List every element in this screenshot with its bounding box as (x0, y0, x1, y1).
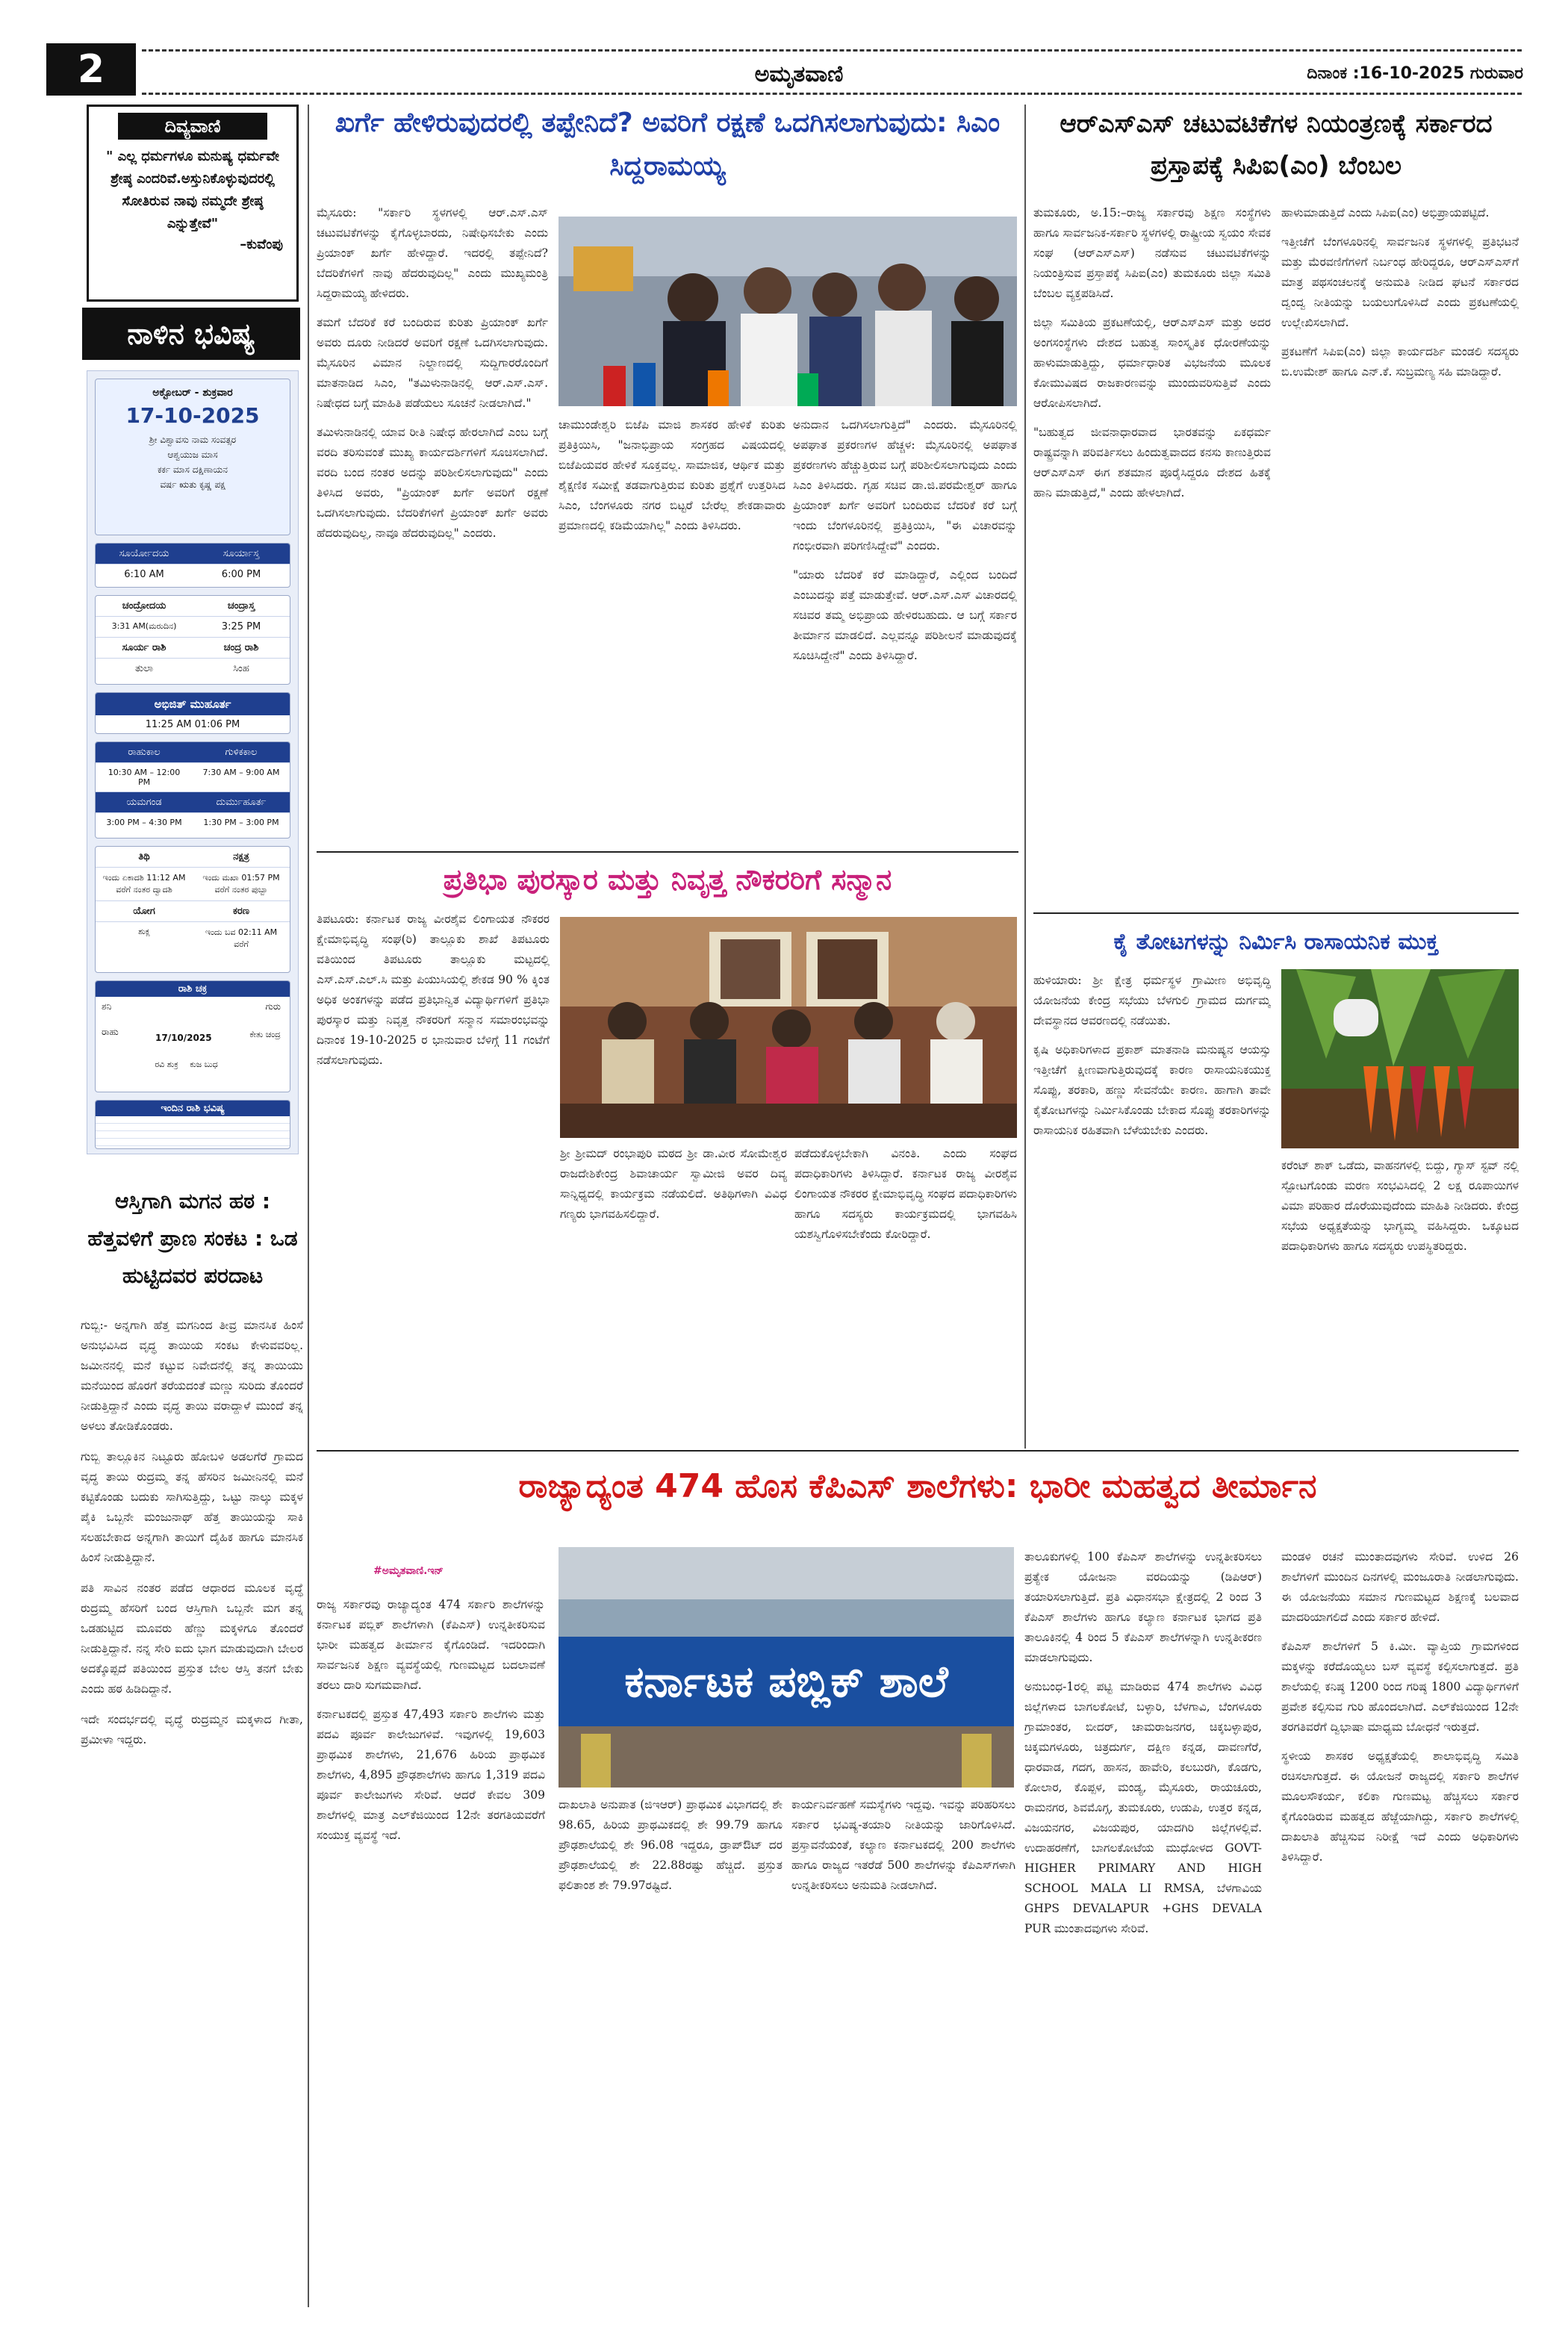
chart-cell-shani: ಶನಿ (102, 1001, 112, 1012)
card-title: ಅಕ್ಟೋಬರ್ - ಶುಕ್ರವಾರ (152, 387, 233, 399)
gulika-label: ಗುಳಿಕಕಾಲ (193, 742, 290, 762)
story-b-p4: ಚಾಮುಂಡೇಶ್ವರಿ ಬಿಜೆಪಿ ಮಾಜಿ ಶಾಸಕರ ಹೇಳಿಕೆ ಕುರಿತು ಪ್ರತಿಕ್ರಿಯಿಸಿ, "ಜನಾಭಿಪ್ರಾಯ ಸಂಗ್ರಹದ ವಿಷಯದಲ್ಲಿ ಬಿಜೆಪಿಯವರ ಹೇಳಿಕೆ ಸೂಕ್ತವಲ್ಲ. ಸಾಮಾಜಿಕ, ಆರ್ಥಿಕ ಮತ್ತು ಶೈಕ್ಷಣಿಕ ಸಮೀಕ್ಷೆ ತಡವಾಗುತ್ತಿರುವ ಕುರಿತು ಪ್ರಶ್ನೆಗೆ ಉತ್ತರಿಸಿದ ಸಿಎಂ, ಬೆಂಗಳೂರು ನಗರ ಬಿಟ್ಟರೆ ಬೇರೆಲ್ಲ ಶೇಕಡಾವಾರು ಪ್ರಮಾಣದಲ್ಲಿ ಕಡಿಮೆಯಾಗಿಲ್ಲ" ಎಂದು ತಿಳಿಸಿದರು. (559, 418, 785, 532)
story-c-col2 (1281, 203, 1519, 920)
story-b-col2 (559, 415, 785, 845)
school-sign-line3: ಶಾಲೆ (879, 1656, 948, 1707)
story-f-p1: ರಾಜ್ಯ ಸರ್ಕಾರವು ರಾಜ್ಯಾದ್ಯಂತ 474 ಸರ್ಕಾರಿ ಶಾಲೆಗಳನ್ನು ಕರ್ನಾಟಕ ಪಬ್ಲಿಕ್ ಶಾಲೆಗಳಾಗಿ (ಕೆಪಿಎಸ್) ಉನ್ನತೀಕರಿಸುವ ಭಾರೀ ಮಹತ್ವದ ತೀರ್ಮಾನ ಕೈಗೊಂಡಿದೆ. ಇದರಿಂದಾಗಿ ಸಾರ್ವಜನಿಕ ಶಿಕ್ಷಣ ವ್ಯವಸ್ಥೆಯಲ್ಲಿ ಗುಣಮಟ್ಟದ ಬದಲಾವಣೆ ತರಲು ದಾರಿ ಸುಗಮವಾಗಿದೆ. (317, 1598, 545, 1692)
story-d-p2: ಶ್ರೀ ಶ್ರೀಮದ್ ರಂಭಾಪುರಿ ಮಠದ ಶ್ರೀ ಡಾ.ವೀರ ಸೋಮೇಶ್ವರ ರಾಜದೇಶಿಕೇಂದ್ರ ಶಿವಾಚಾರ್ಯ ಸ್ವಾಮೀಜಿ ಅವರ ದಿವ್ಯ ಸಾನ್ನಿಧ್ಯದಲ್ಲಿ ಕಾರ್ಯಕ್ರಮ ನಡೆಯಲಿದೆ. ಅತಿಥಿಗಳಾಗಿ ವಿವಿಧ ಗಣ್ಯರು ಭಾಗವಹಿಸಲಿದ್ದಾರೆ. (560, 1147, 787, 1221)
chart-cell-ravi: ರವಿ ಶುಕ್ರ (155, 1060, 178, 1069)
story-f-credit: #ಅಮೃತವಾಣಿ.ಇನ್ (373, 1565, 444, 1577)
story-b-p3: ತಮಿಳುನಾಡಿನಲ್ಲಿ ಯಾವ ರೀತಿ ನಿಷೇಧ ಹೇರಲಾಗಿದೆ ಎಂಬ ಬಗ್ಗೆ ವರದಿ ತರಿಸುವಂತೆ ಮುಖ್ಯ ಕಾರ್ಯದರ್ಶಿಗಳಿಗೆ ಸೂಚಿಸಲಾಗಿದೆ. ವರದಿ ಬಂದ ನಂತರ ಅದನ್ನು ಪರಿಶೀಲಿಸಲಾಗುವುದು" ಎಂದು ತಿಳಿಸಿದ ಅವರು, "ಪ್ರಿಯಾಂಕ್ ಖರ್ಗೆ ಅವರಿಗೆ ರಕ್ಷಣೆ ಒದಗಿಸಲಾಗುವುದು. ಬೆದರಿಕೆಗಳಿಗೆ ಪ್ರಿಯಾಂಕ್ ಖರ್ಗೆ ಅವರು ಹೆದರುವುದಿಲ್ಲ, ನಾವೂ ಹೆದರುವುದಿಲ್ಲ" ಎಂದರು. (317, 426, 548, 540)
school-sign-line2: ಪಬ್ಲಿಕ್ (768, 1656, 865, 1707)
yoga-label: ಯೋಗ (133, 906, 155, 917)
story-c-p3: "ಬಹುತ್ವದ ಜೀವನಾಧಾರವಾದ ಭಾರತವನ್ನು ಏಕಧರ್ಮ ರಾಷ್ಟ್ರವನ್ನಾಗಿ ಪರಿವರ್ತಿಸಲು ಹಿಂದುತ್ವವಾದದ ಕನಸು ಕಾಣುತ್ತಿರುವ ಆರ್‌ಎಸ್‌ಎಸ್ ಈಗ ಶತಮಾನ ಪೂರೈಸಿದ್ದರೂ ದೇಶದ ಹಿತಕ್ಕೆ ಹಾನಿ ಮಾಡುತ್ತಿದೆ," ಎಂದು ಹೇಳಲಾಗಿದೆ. (1033, 426, 1271, 500)
tithi-card (95, 846, 290, 973)
rashi-value: ತುಲಾ (134, 663, 154, 674)
story-d-p1: ತಿಪಟೂರು: ಕರ್ನಾಟಕ ರಾಜ್ಯ ವೀರಶೈವ ಲಿಂಗಾಯತ ನೌಕರರ ಕ್ಷೇಮಾಭಿವೃದ್ಧಿ ಸಂಘ(ರಿ) ತಾಲ್ಲೂಕು ಶಾಖೆ ತಿಪಟೂರು ವತಿಯಿಂದ ತಿಪಟೂರು ತಾಲ್ಲೂಕು ಮಟ್ಟದಲ್ಲಿ ಎಸ್.ಎಸ್.ಎಲ್.ಸಿ ಮತ್ತು ಪಿಯುಸಿಯಲ್ಲಿ ಶೇಕಡ 90 % ಕ್ಕಿಂತ ಅಧಿಕ ಅಂಕಗಳನ್ನು ಪಡೆದ ಪ್ರತಿಭಾನ್ವಿತ ವಿದ್ಯಾರ್ಥಿಗಳಿಗೆ ಪ್ರತಿಭಾ ಪುರಸ್ಕಾರ ಮತ್ತು ನಿವೃತ್ತ ನೌಕರರಿಗೆ ಸನ್ಮಾನ ಸಮಾರಂಭವನ್ನು ದಿನಾಂಕ 19-10-2025 ರ ಭಾನುವಾರ ಬೆಳಿಗ್ಗೆ 11 ಗಂಟೆಗೆ ನಡೆಸಲಾಗುವುದು. (317, 912, 550, 1067)
divyavani-author: –ಕುವೆಂಪು (240, 237, 283, 252)
rahu-label: ರಾಹುಕಾಲ (96, 742, 193, 762)
story-d-col1 (317, 909, 550, 1441)
card-line-3: ಕರ್ಕ ಮಾಸ ದಕ್ಷಿಣಾಯನ (158, 464, 228, 475)
story-e-col2 (1281, 1156, 1519, 1449)
tithi-value: ಇಂದು ಏಕಾದಶಿ 11:12 AM ವರೆಗೆ ನಂತರ ದ್ವಾದಶಿ (102, 873, 186, 895)
story-d-headline: ಪ್ರತಿಭಾ ಪುರಸ್ಕಾರ ಮತ್ತು ನಿವೃತ್ತ ನೌಕರರಿಗೆ ಸನ್ಮಾನ (443, 863, 892, 896)
daily-rashi-table (95, 1100, 290, 1149)
yama-value: 3:00 PM – 4:30 PM (106, 818, 182, 827)
date-line: ದಿನಾಂಕ :16-10-2025 ಗುರುವಾರ (1307, 64, 1523, 83)
nakshatra-value: ಇಂದು ಮಖಾ 01:57 PM ವರೆಗೆ ನಂತರ ಪುಬ್ಬಾ (202, 873, 280, 895)
story-e-headline: ಕೈ ತೋಟಗಳನ್ನು ನಿರ್ಮಿಸಿ ರಾಸಾಯನಿಕ ಮುಕ್ತ (1113, 929, 1439, 955)
story-b-headline: ಖರ್ಗೆ ಹೇಳಿರುವುದರಲ್ಲಿ ತಪ್ಪೇನಿದೆ? ಅವರಿಗೆ ರಕ್ಷಣೆ ಒದಗಿಸಲಾಗುವುದು: ಸಿಎಂ ಸಿದ್ದರಾಮಯ್ಯ (335, 108, 1001, 181)
moon-card (95, 595, 290, 685)
sunset-label: ಸೂರ್ಯಾಸ್ತ (193, 544, 290, 564)
school-sign-line1: ಕರ್ನಾಟಕ (624, 1656, 754, 1707)
kala-card (95, 741, 290, 839)
felicitation-photo (560, 917, 1017, 1138)
daily-rashi-title: ಇಂದಿನ ರಾಶಿ ಭವಿಷ್ಯ (96, 1101, 290, 1116)
story-b-p5: ಅನುದಾನ ಒದಗಿಸಲಾಗುತ್ತಿದೆ" ಎಂದರು. ಮೈಸೂರಿನಲ್ಲಿ ಅಪಘಾತ ಪ್ರಕರಣಗಳ ಹೆಚ್ಚಳ: ಮೈಸೂರಿನಲ್ಲಿ ಅಪಘಾತ ಪ್ರಕರಣಗಳು ಹೆಚ್ಚುತ್ತಿರುವ ಬಗ್ಗೆ ಪರಿಶೀಲಿಸಲಾಗುವುದು ಎಂದು ಸಿಎಂ ತಿಳಿಸಿದರು. ಗೃಹ ಸಚಿವ ಡಾ.ಜಿ.ಪರಮೇಶ್ವರ್ ಹಾಗೂ ಪ್ರಿಯಾಂಕ್ ಖರ್ಗೆ ಅವರಿಗೆ ಬಂದಿರುವ ಬೆದರಿಕೆ ಕರೆ ಬಗ್ಗೆ ಇಂದು ಬೆಂಗಳೂರಿನಲ್ಲಿ ಪ್ರತಿಕ್ರಿಯಿಸಿ, "ಈ ವಿಚಾರವನ್ನು ಗಂಭೀರವಾಗಿ ಪರಿಗಣಿಸಿದ್ದೇವೆ" ಎಂದರು. (793, 418, 1017, 553)
nakshatra-label: ನಕ್ಷತ್ರ (233, 851, 249, 862)
divyavani-quote: " ಎಲ್ಲ ಧರ್ಮಗಳೂ ಮನುಷ್ಯ ಧರ್ಮವೇ ಶ್ರೇಷ್ಠ ಎಂದರಿವೆ.ಅಸ್ತುನಿಕೊಳ್ಳುವುದರಲ್ಲಿ ಸೋತಿರುವ ನಾವು ನಮ್ಮದೇ ಶ್ರೇಷ್ಠ ಎನ್ನುತ್ತೇವೆ" (106, 149, 279, 231)
story-f-col1 (317, 1595, 545, 2312)
card-date: 17-10-2025 (125, 403, 260, 428)
story-b-col3 (793, 415, 1017, 845)
durmuhurta-label: ದುರ್ಮುಹೂರ್ತ (193, 792, 290, 812)
abhijit-label: ಅಭಿಜಿತ್ ಮುಹೂರ್ತ (96, 693, 290, 715)
story-f-col3 (791, 1795, 1015, 2310)
story-a-p2: ಗುಬ್ಬಿ ತಾಲ್ಲೂಕಿನ ನಿಟ್ಟೂರು ಹೋಬಳಿ ಅಡಲಗೆರೆ ಗ್ರಾಮದ ವೃದ್ಧ ತಾಯಿ ರುದ್ರಮ್ಮ ತನ್ನ ಹೆಸರಿನ ಜಮೀನಿನಲ್ಲಿ ಮನೆ ಕಟ್ಟಿಕೊಂಡು ಬದುಕು ಸಾಗಿಸುತ್ತಿದ್ದು, ಒಟ್ಟು ನಾಲ್ಕು ಮಕ್ಕಳ ಪೈಕಿ ಒಬ್ಬನೇ ಮಂಜುನಾಥ್ ಹೆತ್ತ ತಾಯಿಯನ್ನು ಸಾಕಿ ಸಲಹಬೇಕಾದ ಅನ್ನಗಾಗಿ ತಾಯಿಗೆ ದೈಹಿಕ ಹಾಗೂ ಮಾನಸಿಕ ಹಿಂಸೆ ನೀಡುತ್ತಿದ್ದಾನೆ. (81, 1450, 303, 1564)
rahu-value: 10:30 AM – 12:00 PM (108, 768, 181, 787)
abhijit-card (95, 692, 290, 734)
story-f-headline: ರಾಜ್ಯಾದ್ಯಂತ 474 ಹೊಸ ಕೆಪಿಎಸ್ ಶಾಲೆಗಳು: ಭಾರೀ ಮಹತ್ವದ ತೀರ್ಮಾನ (518, 1467, 1317, 1505)
story-f-p7: ಮಂಡಳಿ ರಚನೆ ಮುಂತಾದವುಗಳು ಸೇರಿವೆ. ಉಳಿದ 26 ಶಾಲೆಗಳಿಗೆ ಮುಂದಿನ ದಿನಗಳಲ್ಲಿ ಮಂಜೂರಾತಿ ನೀಡಲಾಗುವುದು. ಈ ಯೋಜನೆಯು ಸಮಾನ ಗುಣಮಟ್ಟದ ಶಿಕ್ಷಣಕ್ಕೆ ಬಲವಾದ ಮಾದರಿಯಾಗಲಿದೆ ಎಂದು ಸರ್ಕಾರ ಹೇಳಿದೆ. (1281, 1550, 1519, 1624)
story-e-col1 (1033, 971, 1271, 1449)
karana-value: ಇಂದು ಬವ 02:11 AM ವರೆಗೆ (205, 927, 278, 949)
story-d-col2 (560, 1144, 787, 1443)
story-a-p1: ಗುಬ್ಬಿ:- ಅನ್ನಗಾಗಿ ಹೆತ್ತ ಮಗನಿಂದ ತೀವ್ರ ಮಾನಸಿಕ ಹಿಂಸೆ ಅನುಭವಿಸಿದ ವೃದ್ಧ ತಾಯಿಯ ಸಂಕಟ ಕೇಳುವವರಿಲ್ಲ. ಜಮೀನನಲ್ಲಿ ಮನೆ ಕಟ್ಟುವ ನಿವೇದನೆಲ್ಲಿ ತನ್ನ ತಾಯಿಯು ಮನೆಯಿಂದ ಹೊರಗೆ ತರೆಯದಂತೆ ಮಣ್ಣು ಸುರಿದು ತೊಂದರೆ ನೀಡುತ್ತಿದ್ದಾನೆ ಎಂದು ವೃದ್ಧ ತಾಯಿ ವರಾದ್ದಾಳೆ ಮುಂದೆ ತನ್ನ ಅಳಲು ತೋಡಿಕೊಂಡರು. (81, 1319, 303, 1433)
story-b-bottom-rule (317, 851, 1018, 853)
story-c-bottom-rule (1033, 912, 1519, 914)
chart-cell-ketu: ಕೇತು ಚಂದ್ರ (249, 1030, 281, 1039)
story-f-top-rule (317, 1450, 1519, 1452)
story-c-p5: ಇತ್ತೀಚೆಗೆ ಬೆಂಗಳೂರಿನಲ್ಲಿ ಸಾರ್ವಜನಿಕ ಸ್ಥಳಗಳಲ್ಲಿ ಪ್ರತಿಭಟನೆ ಮತ್ತು ಮೆರವಣಿಗೆಗಳಿಗೆ ನಿರ್ಬಂಧ ಹೇರಿದ್ದರೂ, ಆರ್‌ಎಸ್‌ಎಸ್‌ಗೆ ಮಾತ್ರ ಪಥಸಂಚಲನಕ್ಕೆ ಅನುಮತಿ ನೀಡಿದ ಘಟನೆ ಸರ್ಕಾರದ ದ್ವಂದ್ವ ನೀತಿಯನ್ನು ಬಯಲುಗೊಳಿಸಿದೆ ಎಂದು ಪ್ರಕಟಣೆಯಲ್ಲಿ ಉಲ್ಲೇಖಿಸಲಾಗಿದೆ. (1281, 235, 1519, 329)
page-number-box: 2 (46, 43, 136, 96)
chart-cell-guru: ಗುರು (265, 1001, 281, 1012)
story-b-p2: ತಮಗೆ ಬೆದರಿಕೆ ಕರೆ ಬಂದಿರುವ ಕುರಿತು ಪ್ರಿಯಾಂಕ್ ಖರ್ಗೆ ಅವರು ದೂರು ನೀಡಿದರೆ ಅವರಿಗೆ ರಕ್ಷಣೆ ಒದಗಿಸಲಾಗುವುದು. ಮೈಸೂರಿನ ವಿಮಾನ ನಿಲ್ದಾಣದಲ್ಲಿ ಸುದ್ದಿಗಾರರೊಂದಿಗೆ ಮಾತನಾಡಿದ ಸಿಎಂ, "ತಮಿಳುನಾಡಿನಲ್ಲಿ ಆರ್.ಎಸ್.ಎಸ್. ನಿಷೇಧದ ಬಗ್ಗೆ ಮಾಹಿತಿ ಪಡೆಯಲು ಸೂಚನೆ ನೀಡಲಾಗಿದೆ." (317, 316, 548, 410)
chart-cell-rahu: ರಾಹು (102, 1027, 119, 1037)
chart-center-date: 17/10/2025 (155, 1033, 212, 1043)
press-meet-photo (559, 217, 1017, 406)
story-a-body (81, 1316, 303, 2309)
story-a-p3: ಪತಿ ಸಾವಿನ ನಂತರ ಪಡೆದ ಆಧಾರದ ಮೂಲಕ ವೃದ್ಧೆ ರುದ್ರಮ್ಮ ಹೆಸರಿಗೆ ಬಂದ ಆಸ್ತಿಗಾಗಿ ಒಬ್ಬನೇ ಮಗ ತನ್ನ ಒಡಹುಟ್ಟಿದ ಮೂವರು ಹೆಣ್ಣು ಮಕ್ಕಳಿಗೂ ತೊಂದರೆ ನೀಡುತ್ತಿದ್ದಾನೆ. ನನ್ನ ಸೇರಿ ಐದು ಭಾಗ ಮಾಡುವುದಾಗಿ ಬೇಲರ ಅದಕ್ಕೊಪ್ಪದೆ ಪತಿಯಿಂದ ಪ್ರಸ್ತುತ ಬೇಲ ಆಸ್ತಿ ತನಗೆ ಬೇಕು ಎಂದು ಹಠ ಹಿಡಿದಿದ್ದಾನೆ. (81, 1581, 303, 1696)
sunset-value: 6:00 PM (221, 569, 261, 580)
story-f-col2 (559, 1795, 783, 2310)
panchanga-panel (87, 370, 299, 1154)
moonrise-label: ಚಂದ್ರೋದಯ (122, 600, 167, 612)
divyavani-heading: ದಿವ್ಯವಾಣಿ (118, 113, 267, 140)
story-b-p6: "ಯಾರು ಬೆದರಿಕೆ ಕರೆ ಮಾಡಿದ್ದಾರೆ, ಎಲ್ಲಿಂದ ಬಂದಿದೆ ಎಂಬುದನ್ನು ಪತ್ತೆ ಮಾಡುತ್ತೇವೆ. ಆರ್.ಎಸ್.ಎಸ್ ವಿಚಾರದಲ್ಲಿ ಸಚಿವರ ತಮ್ಮ ಅಭಿಪ್ರಾಯ ಹೇಳಿರಬಹುದು. ಆ ಬಗ್ಗೆ ಸರ್ಕಾರ ತೀರ್ಮಾನ ಮಾಡಲಿದೆ. ಎಲ್ಲವನ್ನೂ ಪರಿಶೀಲನೆ ಮಾಡುವುದಕ್ಕೆ ಸೂಚಿಸಿದ್ದೇನೆ" ಎಂದು ತಿಳಿಸಿದ್ದಾರೆ. (793, 568, 1017, 662)
story-e-p1: ಹುಳಿಯಾರು: ಶ್ರೀ ಕ್ಷೇತ್ರ ಧರ್ಮಸ್ಥಳ ಗ್ರಾಮೀಣ ಅಭಿವೃದ್ಧಿ ಯೋಜನೆಯ ಕೇಂದ್ರ ಸಭೆಯು ಬೆಳಗುಲಿ ಗ್ರಾಮದ ದುರ್ಗಮ್ಮ ದೇವಸ್ಥಾನದ ಆವರಣದಲ್ಲಿ ನಡೆಯಿತು. (1033, 974, 1271, 1027)
chandra-value: ಸಿಂಹ (233, 663, 249, 674)
story-c-p4: ಹಾಳುಮಾಡುತ್ತಿದೆ ಎಂದು ಸಿಪಿಐ(ಎಂ) ಅಭಿಪ್ರಾಯಪಟ್ಟಿದೆ. (1281, 206, 1490, 220)
story-d-col3 (794, 1144, 1017, 1443)
gulika-value: 7:30 AM – 9:00 AM (202, 768, 280, 777)
bottom-dashed-rule (142, 93, 1522, 95)
moonset-label: ಚಂದ್ರಾಸ್ತ (227, 600, 255, 612)
story-e-p2: ಕೃಷಿ ಅಧಿಕಾರಿಗಳಾದ ಪ್ರಕಾಶ್ ಮಾತನಾಡಿ ಮನುಷ್ಯನ ಆಯಸ್ಸು ಇತ್ತೀಚೆಗೆ ಕ್ಷೀಣವಾಗುತ್ತಿರುವುದಕ್ಕೆ ಕಾರಣ ರಾಸಾಯನಿಕಯುಕ್ತ ಸೊಪ್ಪು, ತರಕಾರಿ, ಹಣ್ಣು ಸೇವನೆಯೇ ಕಾರಣ. ಹಾಗಾಗಿ ತಾವೇ ಕೈತೋಟಗಳನ್ನು ನಿರ್ಮಿಸಿಕೊಂಡು ಬೇಕಾದ ಸೊಪ್ಪು ತರಕಾರಿಗಳನ್ನು ರಾಸಾಯನಿಕ ರಹಿತವಾಗಿ ಬೆಳೆಯಬೇಕು ಎಂದರು. (1033, 1043, 1271, 1137)
horoscope-heading: ನಾಳಿನ ಭವಿಷ್ಯ (82, 308, 300, 360)
story-f-p2: ಕರ್ನಾಟಕದಲ್ಲಿ ಪ್ರಸ್ತುತ 47,493 ಸರ್ಕಾರಿ ಶಾಲೆಗಳು ಮತ್ತು ಪದವಿ ಪೂರ್ವ ಕಾಲೇಜುಗಳಿವೆ. ಇವುಗಳಲ್ಲಿ 19,603 ಪ್ರಾಥಮಿಕ ಶಾಲೆಗಳು, 21,676 ಹಿರಿಯ ಪ್ರಾಥಮಿಕ ಶಾಲೆಗಳು, 4,895 ಪ್ರೌಢಶಾಲೆಗಳು ಹಾಗೂ 1,319 ಪದವಿ ಪೂರ್ವ ಕಾಲೇಜುಗಳು ಸೇರಿವೆ. ಆದರೆ ಕೇವಲ 309 ಶಾಲೆಗಳಲ್ಲಿ ಮಾತ್ರ ಎಲ್‌ಕೆಜಿಯಿಂದ 12ನೇ ತರಗತಿಯವರೆಗೆ ಸಂಯುಕ್ತ ವ್ಯವಸ್ಥೆ ಇದೆ. (317, 1708, 545, 1842)
school-sign-photo (559, 1547, 1014, 1788)
chart-cell-kuja: ಕುಜ ಬುಧ (190, 1060, 218, 1069)
karana-label: ಕರಣ (233, 906, 249, 917)
story-f-p8: ಕೆಪಿಎಸ್ ಶಾಲೆಗಳಿಗೆ 5 ಕಿ.ಮೀ. ವ್ಯಾಪ್ತಿಯ ಗ್ರಾಮಗಳಿಂದ ಮಕ್ಕಳನ್ನು ಕರೆದೊಯ್ಯಲು ಬಸ್ ವ್ಯವಸ್ಥೆ ಕಲ್ಪಿಸಲಾಗುತ್ತದೆ. ಪ್ರತಿ ಶಾಲೆಯಲ್ಲಿ ಕನಿಷ್ಠ 1200 ರಿಂದ ಗರಿಷ್ಠ 1800 ವಿದ್ಯಾರ್ಥಿಗಳಿಗೆ ಪ್ರವೇಶ ಕಲ್ಪಿಸುವ ಗುರಿ ಹೊಂದಲಾಗಿದೆ. ಎಲ್‌ಕೆಜಿಯಿಂದ 12ನೇ ತರಗತಿವರೆಗೆ ದ್ವಿಭಾಷಾ ಮಾಧ್ಯಮ ಬೋಧನೆ ಇರುತ್ತದೆ. (1281, 1640, 1519, 1734)
moonrise-value: 3:31 AM(ಮರುದಿನ) (111, 621, 177, 631)
story-f-col5 (1281, 1547, 1519, 2309)
rashi-chart-title: ರಾಶಿ ಚಕ್ರ (96, 981, 290, 997)
column-divider-right (1024, 105, 1026, 1449)
paper-name: ಅಮೃತವಾಣಿ (754, 61, 844, 87)
story-c-p6: ಪ್ರಕಟಣೆಗೆ ಸಿಪಿಐ(ಎಂ) ಜಿಲ್ಲಾ ಕಾರ್ಯದರ್ಶಿ ಮಂಡಲಿ ಸದಸ್ಯರು ಬಿ.ಉಮೇಶ್ ಹಾಗೂ ಎನ್.ಕೆ. ಸುಬ್ರಮಣ್ಯ ಸಹಿ ಮಾಡಿದ್ದಾರೆ. (1281, 345, 1519, 379)
story-b-p1: ಮೈಸೂರು: "ಸರ್ಕಾರಿ ಸ್ಥಳಗಳಲ್ಲಿ ಆರ್.ಎಸ್.ಎಸ್ ಚಟುವಟಿಕೆಗಳನ್ನು ಕೈಗೊಳ್ಳಬಾರದು, ನಿಷೇಧಿಸಬೇಕು ಎಂದು ಪ್ರಿಯಾಂಕ್ ಖರ್ಗೆ ಹೇಳಿದ್ದಾರೆ. ಇದರಲ್ಲಿ ತಪ್ಪೇನಿದೆ? ಬೆದರಿಕೆಗಳಿಗೆ ನಾವು ಹೆದರುವುದಿಲ್ಲ" ಎಂದು ಮುಖ್ಯಮಂತ್ರಿ ಸಿದ್ದರಾಮಯ್ಯ ಹೇಳಿದರು. (317, 206, 548, 300)
story-f-p9: ಸ್ಥಳೀಯ ಶಾಸಕರ ಅಧ್ಯಕ್ಷತೆಯಲ್ಲಿ ಶಾಲಾಭಿವೃದ್ಧಿ ಸಮಿತಿ ರಚಿಸಲಾಗುತ್ತದೆ. ಈ ಯೋಜನೆ ರಾಜ್ಯದಲ್ಲಿ ಸರ್ಕಾರಿ ಶಾಲೆಗಳ ಮೂಲಸೌಕರ್ಯ, ಕಲಿಕಾ ಗುಣಮಟ್ಟ ಹೆಚ್ಚಿಸಲು ಸರ್ಕಾರ ಕೈಗೊಂಡಿರುವ ಮಹತ್ವದ ಹೆಜ್ಜೆಯಾಗಿದ್ದು, ಸರ್ಕಾರಿ ಶಾಲೆಗಳಲ್ಲಿ ದಾಖಲಾತಿ ಹೆಚ್ಚಿಸುವ ನಿರೀಕ್ಷೆ ಇದೆ ಎಂದು ಅಧಿಕಾರಿಗಳು ತಿಳಿಸಿದ್ದಾರೆ. (1281, 1749, 1519, 1864)
abhijit-value: 11:25 AM 01:06 PM (145, 719, 240, 730)
story-b-col1 (317, 203, 548, 845)
school-sign-text (559, 1644, 1014, 1719)
card-line-2: ಆಶ್ವಯುಜ ಮಾಸ (167, 449, 218, 460)
top-dashed-rule (142, 49, 1522, 52)
durmuhurta-value: 1:30 PM – 3:00 PM (203, 818, 279, 827)
sunrise-value: 6:10 AM (124, 569, 164, 580)
sun-card (95, 543, 290, 588)
story-f-p5: ತಾಲೂಕುಗಳಲ್ಲಿ 100 ಕೆಪಿಎಸ್ ಶಾಲೆಗಳನ್ನು ಉನ್ನತೀಕರಿಸಲು ಪ್ರತ್ಯೇಕ ಯೋಜನಾ ವರದಿಯನ್ನು (ಡಿಪಿಆರ್) ತಯಾರಿಸಲಾಗುತ್ತಿದೆ. ಪ್ರತಿ ವಿಧಾನಸಭಾ ಕ್ಷೇತ್ರದಲ್ಲಿ 2 ರಿಂದ 3 ಕೆಪಿಎಸ್ ಶಾಲೆಗಳು ಹಾಗೂ ಕಲ್ಯಾಣ ಕರ್ನಾಟಕ ಭಾಗದ ಪ್ರತಿ ತಾಲೂಕಿನಲ್ಲಿ 4 ರಿಂದ 5 ಕೆಪಿಎಸ್ ಶಾಲೆಗಳನ್ನಾಗಿ ಉನ್ನತೀಕರಣ ಮಾಡಲಾಗುವುದು. (1024, 1550, 1262, 1664)
story-a-p4: ಇದೇ ಸಂದರ್ಭದಲ್ಲಿ ವೃದ್ಧೆ ರುದ್ರಮ್ಮನ ಮಕ್ಕಳಾದ ಗೀತಾ, ಪ್ರಮೀಳಾ ಇದ್ದರು. (81, 1713, 303, 1746)
sunrise-label: ಸೂರ್ಯೋದಯ (96, 544, 193, 564)
vegetable-garden-photo (1281, 969, 1519, 1148)
yama-label: ಯಮಗಂಡ (96, 792, 193, 812)
story-d-p3: ಪಡೆದುಕೊಳ್ಳಬೇಕಾಗಿ ವಿನಂತಿ. ಎಂದು ಸಂಘದ ಪದಾಧಿಕಾರಿಗಳು ತಿಳಿಸಿದ್ದಾರೆ. ಕರ್ನಾಟಕ ರಾಜ್ಯ ವೀರಶೈವ ಲಿಂಗಾಯತ ನೌಕರರ ಕ್ಷೇಮಾಭಿವೃದ್ಧಿ ಸಂಘದ ಪದಾಧಿಕಾರಿಗಳು ಹಾಗೂ ಸದಸ್ಯರು ಕಾರ್ಯಕ್ರಮದಲ್ಲಿ ಭಾಗವಹಿಸಿ ಯಶಸ್ವಿಗೊಳಿಸಬೇಕೆಂದು ಕೋರಿದ್ದಾರೆ. (794, 1147, 1017, 1241)
panchanga-date-card (95, 379, 290, 535)
story-c-p2: ಜಿಲ್ಲಾ ಸಮಿತಿಯ ಪ್ರಕಟಣೆಯಲ್ಲಿ, ಆರ್‌ಎಸ್‌ಎಸ್ ಮತ್ತು ಅದರ ಅಂಗಸಂಸ್ಥೆಗಳು ದೇಶದ ಬಹುತ್ವ ಸಾಂಸ್ಕೃತಿಕ ಧೋರಣೆಯನ್ನು ಹಾಳುಮಾಡುತ್ತಿದ್ದು, ಧರ್ಮಾಧಾರಿತ ವಿಭಜನೆಯ ಮೂಲಕ ಕೋಮುವಿಷದ ರಾಜಕಾರಣವನ್ನು ಮುಂದುವರಿಸುತ್ತಿವೆ ಎಂದು ಆರೋಪಿಸಲಾಗಿದೆ. (1033, 316, 1271, 410)
story-c-headline: ಆರ್‌ಎಸ್‌ಎಸ್ ಚಟುವಟಿಕೆಗಳ ನಿಯಂತ್ರಣಕ್ಕೆ ಸರ್ಕಾರದ ಪ್ರಸ್ತಾಪಕ್ಕೆ ಸಿಪಿಐ(ಎಂ) ಬೆಂಬಲ (1060, 109, 1493, 181)
story-c-col1 (1033, 203, 1271, 920)
card-line-1: ಶ್ರೀ ವಿಶ್ವಾವಸು ನಾಮ ಸಂವತ್ಸರ (149, 435, 237, 445)
story-e-p3: ಕರೆಂಟ್ ಶಾಕ್ ಒಡೆದು, ವಾಹನಗಳಲ್ಲಿ ಬಿದ್ದು, ಗ್ಯಾಸ್ ಸ್ಟವ್ ನಲ್ಲಿ ಸ್ಪೋಟಗೊಂಡು ಮರಣ ಸಂಭವಿಸಿದಲ್ಲಿ 2 ಲಕ್ಷ ರೂಪಾಯಿಗಳ ವಿಮಾ ಪರಿಹಾರ ದೊರೆಯುವುದೆಂದು ಮಾಹಿತಿ ನೀಡಿದರು. ಕೇಂದ್ರ ಸಭೆಯ ಅಧ್ಯಕ್ಷತೆಯನ್ನು ಭಾಗ್ಯಮ್ಮ ವಹಿಸಿದ್ದರು. ಒಕ್ಕೂಟದ ಪದಾಧಿಕಾರಿಗಳು ಹಾಗೂ ಸದಸ್ಯರು ಉಪಸ್ಥಿತರಿದ್ದರು. (1281, 1159, 1519, 1253)
story-f-col4 (1024, 1547, 1262, 2309)
story-a-headline: ಆಸ್ತಿಗಾಗಿ ಮಗನ ಹಠ : ಹೆತ್ತವಳಿಗೆ ಪ್ರಾಣ ಸಂಕಟ : ಒಡ ಹುಟ್ಟಿದವರ ಪರದಾಟ (87, 1189, 298, 1288)
rashi-chart (95, 980, 290, 1092)
story-f-p6: ಅನುಬಂಧ-1ರಲ್ಲಿ ಪಟ್ಟಿ ಮಾಡಿರುವ 474 ಶಾಲೆಗಳು ವಿವಿಧ ಜಿಲ್ಲೆಗಳಾದ ಬಾಗಲಕೋಟೆ, ಬಳ್ಳಾರಿ, ಬೆಳಗಾವಿ, ಬೆಂಗಳೂರು ಗ್ರಾಮಾಂತರ, ಬೀದರ್, ಚಾಮರಾಜನಗರ, ಚಿಕ್ಕಬಳ್ಳಾಪುರ, ಚಿಕ್ಕಮಗಳೂರು, ಚಿತ್ರದುರ್ಗ, ದಕ್ಷಿಣ ಕನ್ನಡ, ದಾವಣಗೆರೆ, ಧಾರವಾಡ, ಗದಗ, ಹಾಸನ, ಹಾವೇರಿ, ಕಲಬುರಗಿ, ಕೊಡಗು, ಕೋಲಾರ, ಕೊಪ್ಪಳ, ಮಂಡ್ಯ, ಮೈಸೂರು, ರಾಯಚೂರು, ರಾಮನಗರ, ಶಿವಮೊಗ್ಗ, ತುಮಕೂರು, ಉಡುಪಿ, ಉತ್ತರ ಕನ್ನಡ, ವಿಜಯನಗರ, ವಿಜಯಪುರ, ಯಾದಗಿರಿ ಜಿಲ್ಲೆಗಳಲ್ಲಿವೆ. ಉದಾಹರಣೆಗೆ, ಬಾಗಲಕೋಟೆಯ ಮುಧೋಳದ GOVT-HIGHER PRIMARY AND HIGH SCHOOL MALA LI RMSA, ಬೆಳಗಾವಿಯ GHPS DEVALAPUR +GHS DEVALA PUR ಮುಂತಾದವುಗಳು ಸೇರಿವೆ. (1024, 1680, 1262, 1935)
moonset-value: 3:25 PM (221, 621, 261, 632)
column-divider-left (308, 105, 309, 2307)
chandra-label: ಚಂದ್ರ ರಾಶಿ (223, 642, 259, 653)
story-c-p1: ತುಮಕೂರು, ಅ.15:–ರಾಜ್ಯ ಸರ್ಕಾರವು ಶಿಕ್ಷಣ ಸಂಸ್ಥೆಗಳು ಹಾಗೂ ಸಾರ್ವಜನಿಕ-ಸರ್ಕಾರಿ ಸ್ಥಳಗಳಲ್ಲಿ ರಾಷ್ಟ್ರೀಯ ಸ್ವಯಂ ಸೇವಕ ಸಂಘ (ಆರ್‌ಎಸ್‌ಎಸ್) ನಡೆಸುವ ಚಟುವಟಿಕೆಗಳನ್ನು ನಿಯಂತ್ರಿಸುವ ಪ್ರಸ್ತಾಪಕ್ಕೆ ಸಿಪಿಐ(ಎಂ) ತುಮಕೂರು ಜಿಲ್ಲಾ ಸಮಿತಿ ಬೆಂಬಲ ವ್ಯಕ್ತಪಡಿಸಿದೆ. (1033, 206, 1271, 300)
story-f-p3: ದಾಖಲಾತಿ ಅನುಪಾತ (ಜಿಇಆರ್) ಪ್ರಾಥಮಿಕ ವಿಭಾಗದಲ್ಲಿ ಶೇ 98.65, ಹಿರಿಯ ಪ್ರಾಥಮಿಕದಲ್ಲಿ ಶೇ 99.79 ಹಾಗೂ ಪ್ರೌಢಶಾಲೆಯಲ್ಲಿ ಶೇ 96.08 ಇದ್ದರೂ, ಡ್ರಾಪ್‌ಔಟ್ ದರ ಪ್ರೌಢಶಾಲೆಯಲ್ಲಿ ಶೇ 22.88ರಷ್ಟು ಹೆಚ್ಚಿದೆ. ಪ್ರಸ್ತುತ ಫಲಿತಾಂಶ ಶೇ 79.97ರಷ್ಟಿದೆ. (559, 1798, 783, 1892)
card-line-4: ವರ್ಷ ಋತು ಕೃಷ್ಣ ಪಕ್ಷ (160, 479, 225, 490)
rashi-label: ಸೂರ್ಯ ರಾಶಿ (122, 642, 167, 653)
divyavani-box (87, 105, 299, 302)
tithi-label: ತಿಥಿ (138, 851, 150, 862)
story-f-p4: ಕಾರ್ಯನಿರ್ವಹಣೆ ಸಮಸ್ಯೆಗಳು ಇದ್ದವು. ಇವನ್ನು ಪರಿಹರಿಸಲು ಸರ್ಕಾರ ಭವಿಷ್ಯ-ತಯಾರಿ ನೀತಿಯನ್ನು ಜಾರಿಗೊಳಿಸಿದೆ. ಪ್ರಸ್ತಾವನೆಯಂತೆ, ಕಲ್ಯಾಣ ಕರ್ನಾಟಕದಲ್ಲಿ 200 ಶಾಲೆಗಳು ಹಾಗೂ ರಾಜ್ಯದ ಇತರೆಡೆ 500 ಶಾಲೆಗಳನ್ನು ಕೆಪಿಎಸ್‌ಗಳಾಗಿ ಉನ್ನತೀಕರಿಸಲು ಅನುಮತಿ ನೀಡಲಾಗಿದೆ. (791, 1798, 1015, 1892)
yoga-value: ಶುಕ್ಲ (138, 927, 150, 936)
